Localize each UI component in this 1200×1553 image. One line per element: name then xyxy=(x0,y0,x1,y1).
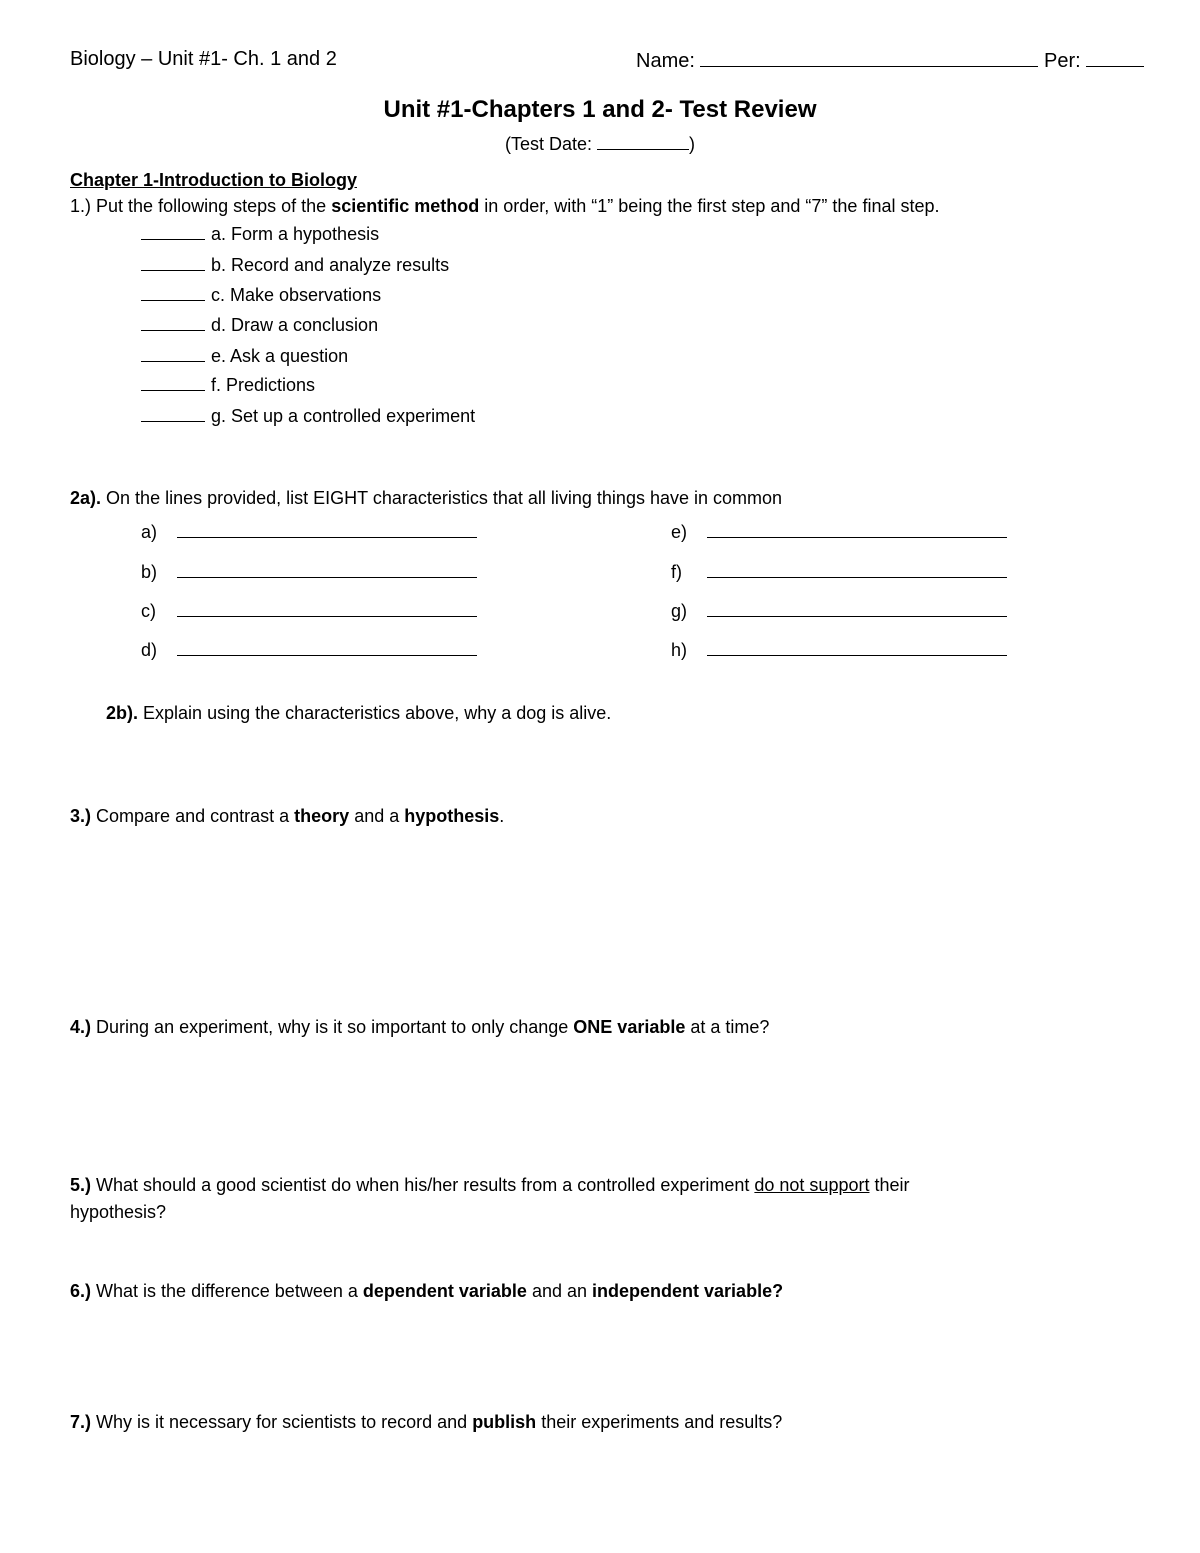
question-emphasis: ONE variable xyxy=(573,1017,686,1037)
answer-blank[interactable] xyxy=(141,222,205,240)
question-text: in order, with “1” being the first step and “7” the final step. xyxy=(484,196,940,216)
answer-line[interactable] xyxy=(177,636,477,656)
characteristic-row xyxy=(141,597,477,622)
question-3 xyxy=(70,806,504,827)
question-emphasis: theory xyxy=(294,806,350,826)
characteristic-row xyxy=(671,558,1007,583)
question-number: 1.) xyxy=(70,196,92,216)
test-date-close: ) xyxy=(689,134,696,154)
question-text: During an experiment, why is it so important to only change xyxy=(96,1017,569,1037)
question-text: On the lines provided, list EIGHT characteristics that all living things have in common xyxy=(106,488,783,508)
question-text: and an xyxy=(531,1281,588,1301)
step-row xyxy=(141,373,315,396)
characteristic-row xyxy=(671,518,1007,543)
step-label: c. Make observations xyxy=(211,285,382,305)
step-label: a. Form a hypothesis xyxy=(211,224,380,244)
characteristic-row xyxy=(141,518,477,543)
question-text: Compare and contrast a xyxy=(96,806,290,826)
question-emphasis: do not support xyxy=(754,1175,870,1195)
test-date-blank[interactable] xyxy=(597,131,689,150)
characteristic-row xyxy=(671,597,1007,622)
page-title: Unit #1-Chapters 1 and 2- Test Review xyxy=(383,96,817,123)
characteristic-row xyxy=(141,558,477,583)
answer-blank[interactable] xyxy=(141,253,205,271)
answer-blank[interactable] xyxy=(141,313,205,331)
step-row xyxy=(141,404,475,427)
answer-line[interactable] xyxy=(707,597,1007,617)
question-emphasis: scientific method xyxy=(331,196,480,216)
question-text: . xyxy=(499,806,505,826)
step-label: d. Draw a conclusion xyxy=(211,315,379,335)
item-label: d) xyxy=(141,640,158,660)
item-label: b) xyxy=(141,562,158,582)
item-label: h) xyxy=(671,640,688,660)
question-text: Why is it necessary for scientists to record and xyxy=(96,1412,468,1432)
question-text: and a xyxy=(354,806,400,826)
question-number: 7.) xyxy=(70,1412,92,1432)
item-label: f) xyxy=(671,562,682,582)
course-label: Biology – Unit #1- Ch. 1 and 2 xyxy=(70,48,337,70)
name-label: Name: xyxy=(636,50,695,72)
answer-line[interactable] xyxy=(177,597,477,617)
step-row xyxy=(141,283,381,306)
period-label: Per: xyxy=(1044,50,1081,72)
step-label: e. Ask a question xyxy=(211,346,349,366)
test-date-row xyxy=(0,131,1200,155)
question-number: 5.) xyxy=(70,1175,92,1195)
question-5-continued: hypothesis? xyxy=(70,1202,167,1222)
item-label: g) xyxy=(671,601,688,621)
answer-blank[interactable] xyxy=(141,404,205,422)
question-number: 6.) xyxy=(70,1281,92,1301)
step-label: b. Record and analyze results xyxy=(211,255,450,275)
question-emphasis: independent variable? xyxy=(592,1281,784,1301)
question-emphasis: publish xyxy=(472,1412,537,1432)
characteristic-row xyxy=(671,636,1007,661)
answer-line[interactable] xyxy=(177,518,477,538)
question-emphasis: dependent variable xyxy=(362,1281,527,1301)
question-text: What should a good scientist do when his/her results from a controlled experiment xyxy=(96,1175,750,1195)
question-text: their xyxy=(874,1175,910,1195)
item-label: e) xyxy=(671,522,688,542)
step-row xyxy=(141,253,449,276)
item-label: c) xyxy=(141,601,156,621)
chapter-heading: Chapter 1-Introduction to Biology xyxy=(70,170,357,190)
answer-blank[interactable] xyxy=(141,373,205,391)
characteristic-row xyxy=(141,636,477,661)
question-number: 2b). xyxy=(106,703,139,723)
question-number: 4.) xyxy=(70,1017,92,1037)
question-7 xyxy=(70,1412,782,1433)
question-text: their experiments and results? xyxy=(541,1412,783,1432)
question-text: Explain using the characteristics above, why a dog is alive. xyxy=(143,703,612,723)
step-row xyxy=(141,313,378,336)
question-1 xyxy=(70,196,940,217)
step-label: f. Predictions xyxy=(211,375,316,395)
item-label: a) xyxy=(141,522,158,542)
answer-line[interactable] xyxy=(177,558,477,578)
answer-blank[interactable] xyxy=(141,344,205,362)
question-text: at a time? xyxy=(690,1017,770,1037)
question-4 xyxy=(70,1017,769,1038)
question-emphasis: hypothesis xyxy=(404,806,500,826)
question-text: Put the following steps of the xyxy=(96,196,327,216)
name-row xyxy=(636,48,1144,73)
answer-line[interactable] xyxy=(707,518,1007,538)
test-date-label: (Test Date: xyxy=(504,134,592,154)
step-label: g. Set up a controlled experiment xyxy=(211,406,476,426)
question-2a xyxy=(70,488,782,509)
answer-line[interactable] xyxy=(707,558,1007,578)
answer-line[interactable] xyxy=(707,636,1007,656)
question-number: 2a). xyxy=(70,488,102,508)
step-row xyxy=(141,344,348,367)
question-6 xyxy=(70,1281,783,1302)
step-row xyxy=(141,222,379,245)
question-5 xyxy=(70,1175,910,1196)
name-blank[interactable] xyxy=(700,48,1038,67)
question-text: What is the difference between a xyxy=(96,1281,358,1301)
period-blank[interactable] xyxy=(1086,48,1144,67)
question-2b xyxy=(106,703,611,724)
question-number: 3.) xyxy=(70,806,92,826)
answer-blank[interactable] xyxy=(141,283,205,301)
